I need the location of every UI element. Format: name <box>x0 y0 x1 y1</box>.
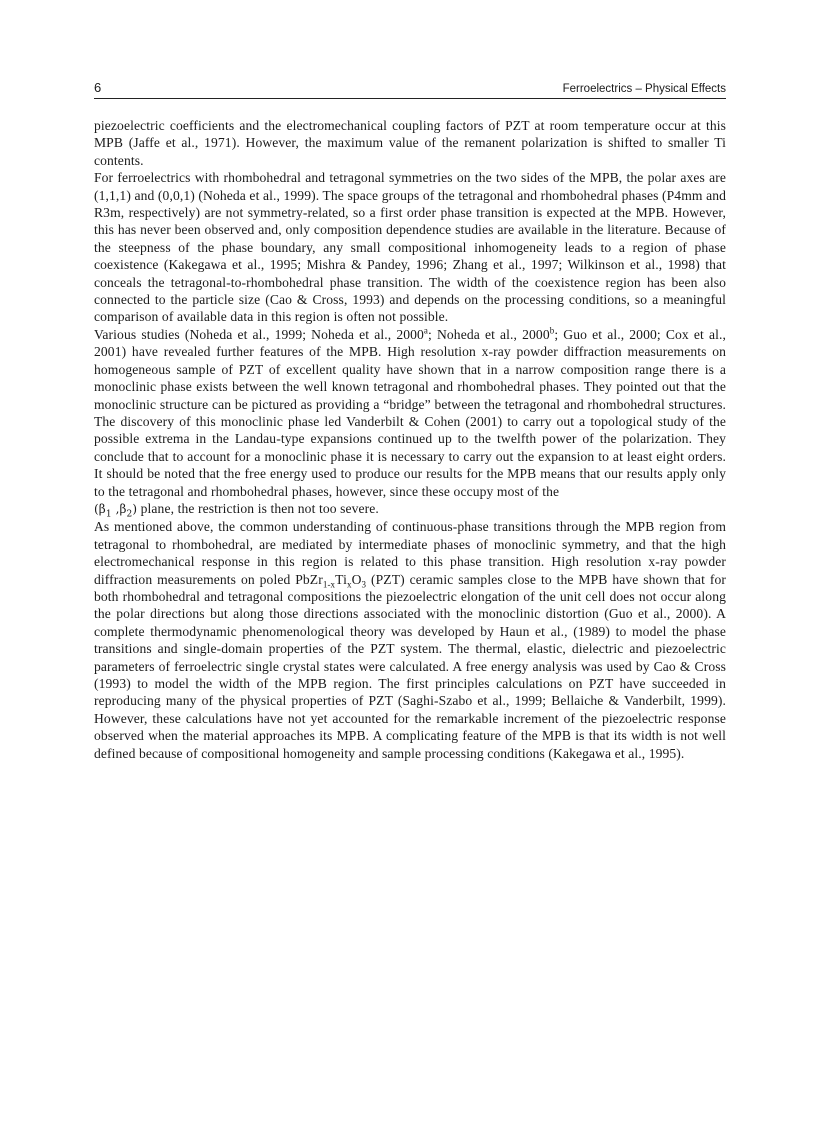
page-header <box>94 80 726 99</box>
formula-o: O <box>351 571 362 587</box>
paragraph-1: piezoelectric coefficients and the electromechanical coupling factors of PZT at room temperature occur at this MPB (Jaffe et al., 1971). However, the maximum value of the remanent polarization is shifted to smaller Ti contents. <box>94 118 726 168</box>
formula-subscript-ti: x <box>346 579 352 590</box>
paragraph-3-text-d: plane, the restriction is then not too severe. <box>137 500 379 516</box>
math-subscript-2: 2 <box>126 509 133 520</box>
math-open: (β <box>94 501 106 516</box>
formula-subscript-zr: 1-x <box>322 579 336 590</box>
page-number: 6 <box>94 80 102 95</box>
citation-superscript-a: a <box>423 325 429 336</box>
formula-subscript-o: 3 <box>361 579 367 590</box>
math-subscript-1: 1 <box>105 509 112 520</box>
paragraph-4 <box>94 518 726 762</box>
body-text <box>94 117 726 762</box>
paragraph-4-text-a: As mentioned above, the common understanding of continuous-phase transitions through the MPB region from tetragonal to rhombohedral, are mediated by intermediate phases of monoclinic symmetry, and that the high electromechanical response in this region is related to this phase transition. High resolution x-ray powder diffraction measurements on poled PbZr <box>94 519 726 587</box>
formula-ti: Ti <box>335 571 347 587</box>
paragraph-4-text-d: (PZT) ceramic samples close to the MPB have shown that for both rhombohedral and tetragonal compositions the piezoelectric elongation of the unit cell does not occur along the polar directions but along those directions associated with the monoclinic distortion (Guo et al., 2000). A complete thermodynamic phenomenological theory was developed by Haun et al., (1989) to model the phase transitions and single-domain properties of the PZT system. The thermal, elastic, dielectric and piezoelectric parameters of ferroelectric single crystal states were calculated. A free energy analysis was used by Cao & Cross (1993) to model the width of the MPB region. The first principles calculations on PZT have succeeded in reproducing many of the physical properties of PZT (Saghi-Szabo et al., 1999; Bellaiche & Vanderbilt, 1999). However, these calculations have not yet accounted for the remarkable increment of the piezoelectric response observed when the material approaches its MPB. A complicating feature of the MPB is that its width is not well defined because of compositional homogeneity and sample processing conditions (Kakegawa et al., 1995). <box>94 571 726 761</box>
paragraph-3 <box>94 326 726 518</box>
paragraph-3-text-c: ; Guo et al., 2000; Cox et al., 2001) have revealed further features of the MPB. High resolution x-ray powder diffraction measurements on homogeneous sample of PZT of excellent quality have shown that in a narrow composition range there is a monoclinic phase exists between the well known tetragonal and rhombohedral phases. They pointed out that the monoclinic structure can be pictured as providing a “bridge” between the tetragonal and rhombohedral structures. The discovery of this monoclinic phase led Vanderbilt & Cohen (2001) to carry out a topological study of the possible extrema in the Landau-type expansions continued up to the twelfth power of the polarization. They conclude that to account for a monoclinic phase it is necessary to carry out the expansion to at least eight orders. It should be noted that the free energy used to produce our results for the MPB means that our results apply only to the tetragonal and rhombohedral phases, however, since these occupy most of the <box>94 326 726 499</box>
beta-plane-math <box>94 501 138 520</box>
running-title: Ferroelectrics – Physical Effects <box>562 83 726 95</box>
paragraph-3-text-b: ; Noheda et al., 2000 <box>428 326 550 342</box>
paragraph-2: For ferroelectrics with rhombohedral and tetragonal symmetries on the two sides of the MPB, the polar axes are (1,1,1) and (0,0,1) (Noheda et al., 1999). The space groups of the tetragonal and rhombohedral phases (P4mm and R3m, respectively) are not symmetry-related, so a first order phase transition is expected at the MPB. However, this has never been observed and, only composition dependence studies are available in the literature. Because of the steepness of the phase boundary, any small compositional inhomogeneity leads to a region of phase coexistence (Kakegawa et al., 1995; Mishra & Pandey, 1996; Zhang et al., 1997; Wilkinson et al., 1998) that conceals the tetragonal-to-rhombohedral phase transition. The width of the coexistence region has been also connected to the particle size (Cao & Cross, 1993) and depends on the processing conditions, so a meaningful comparison of available data in this region is often not possible. <box>94 170 726 325</box>
paragraph-3-text-a: Various studies (Noheda et al., 1999; Noheda et al., 2000 <box>94 326 424 342</box>
citation-superscript-b: b <box>549 325 555 336</box>
math-separator: ,β <box>111 501 127 516</box>
math-close: ) <box>132 501 138 516</box>
